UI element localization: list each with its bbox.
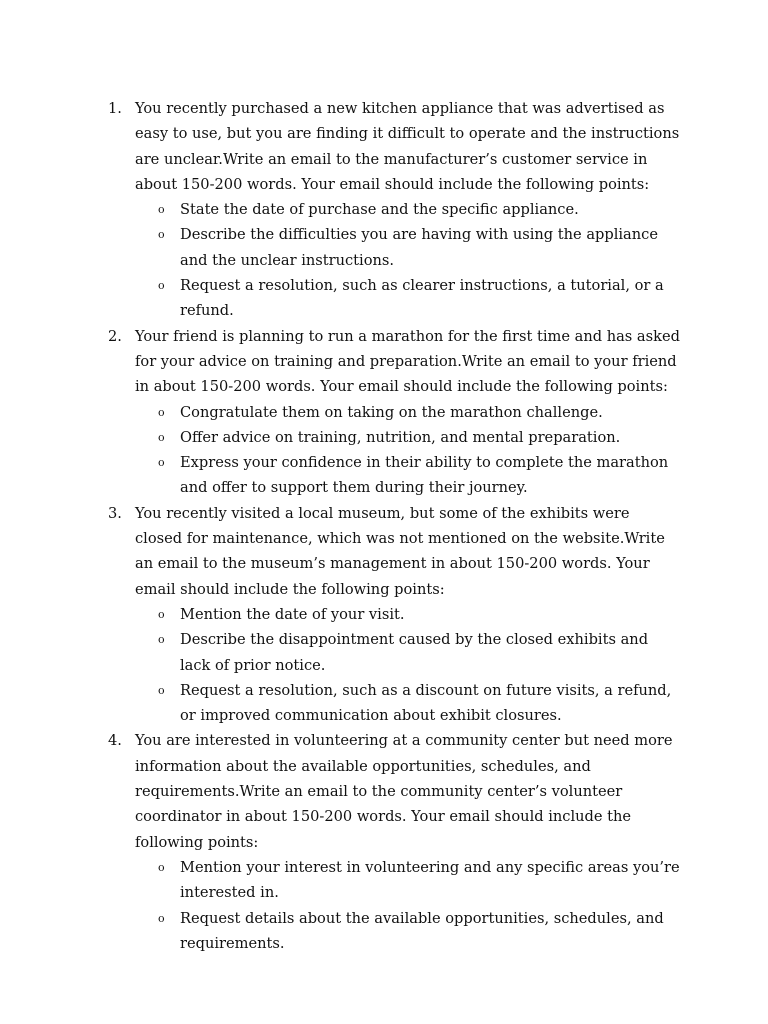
prompt-number: 1. xyxy=(108,100,122,117)
prompt-item-1 xyxy=(108,96,680,324)
bullet-item xyxy=(158,425,680,450)
prompt-number: 3. xyxy=(108,504,122,522)
bullet-item xyxy=(158,678,680,729)
bullet-list xyxy=(135,602,680,728)
bullet-text: Request details about the available opportunities, schedules, and requirements. xyxy=(180,909,664,952)
bullet-text: Mention the date of your visit. xyxy=(180,605,405,623)
bullet-circle-icon: o xyxy=(158,456,165,470)
bullet-circle-icon: o xyxy=(158,405,165,419)
bullet-text: Mention your interest in volunteering and any specific areas you’re interested in. xyxy=(180,858,680,902)
bullet-text: Describe the difficulties you are having with using the appliance and the unclear instructions. xyxy=(180,226,658,269)
bullet-item xyxy=(158,400,680,425)
prompt-text: You recently purchased a new kitchen appliance that was advertised as easy to use, but you are finding it difficult to operate and the instructions are unclear.Write an email to the manufacturer’s customer service in about 150-200 words. Your email should include the following points: xyxy=(135,100,680,193)
bullet-list xyxy=(135,855,680,956)
bullet-text: Offer advice on training, nutrition, and mental preparation. xyxy=(180,428,621,446)
prompt-text: Your friend is planning to run a marathon for the first time and has asked for your advice on training and preparation.Write an email to your friend in about 150-200 words. Your email should include the following points: xyxy=(135,327,680,396)
bullet-text: Request a resolution, such as a discount on future visits, a refund, or improved communication about exhibit closures. xyxy=(180,681,672,725)
prompt-item-3 xyxy=(108,501,680,729)
prompt-text: You recently visited a local museum, but some of the exhibits were closed for maintenance, which was not mentioned on the website.Write an email to the museum’s management in about 150-200 words. Your email should include the following points: xyxy=(135,504,665,598)
bullet-text: State the date of purchase and the specific appliance. xyxy=(180,201,579,219)
bullet-circle-icon: o xyxy=(158,860,165,874)
bullet-circle-icon: o xyxy=(158,279,165,293)
prompt-number: 4. xyxy=(108,732,122,750)
prompt-text: You are interested in volunteering at a community center but need more information about the available opportunities, schedules, and requirements.Write an email to the community center’s volunteer coordinator in about 150-200 words. Your email should include the following points: xyxy=(135,732,673,851)
bullet-list xyxy=(135,197,680,323)
bullet-text: Request a resolution, such as clearer instructions, a tutorial, or a refund. xyxy=(180,277,664,320)
prompt-number: 2. xyxy=(108,327,122,345)
bullet-circle-icon: o xyxy=(158,683,165,697)
bullet-item xyxy=(158,602,680,627)
bullet-text: Describe the disappointment caused by the closed exhibits and lack of prior notice. xyxy=(180,631,649,674)
bullet-item xyxy=(158,197,680,222)
bullet-list xyxy=(135,400,680,501)
bullet-text: Express your confidence in their ability to complete the marathon and offer to support them during their journey. xyxy=(180,454,669,497)
prompt-list xyxy=(108,96,680,956)
bullet-circle-icon: o xyxy=(158,911,165,925)
bullet-item xyxy=(158,273,680,324)
bullet-item xyxy=(158,627,680,678)
bullet-circle-icon: o xyxy=(158,607,165,621)
prompt-item-2 xyxy=(108,324,680,501)
bullet-item xyxy=(158,855,680,906)
prompt-item-4 xyxy=(108,728,680,956)
bullet-circle-icon: o xyxy=(158,203,165,217)
bullet-text: Congratulate them on taking on the marathon challenge. xyxy=(180,403,603,421)
bullet-item xyxy=(158,222,680,273)
bullet-item xyxy=(158,906,680,957)
bullet-item xyxy=(158,450,680,501)
bullet-circle-icon: o xyxy=(158,430,165,444)
bullet-circle-icon: o xyxy=(158,228,165,242)
bullet-circle-icon: o xyxy=(158,633,165,647)
